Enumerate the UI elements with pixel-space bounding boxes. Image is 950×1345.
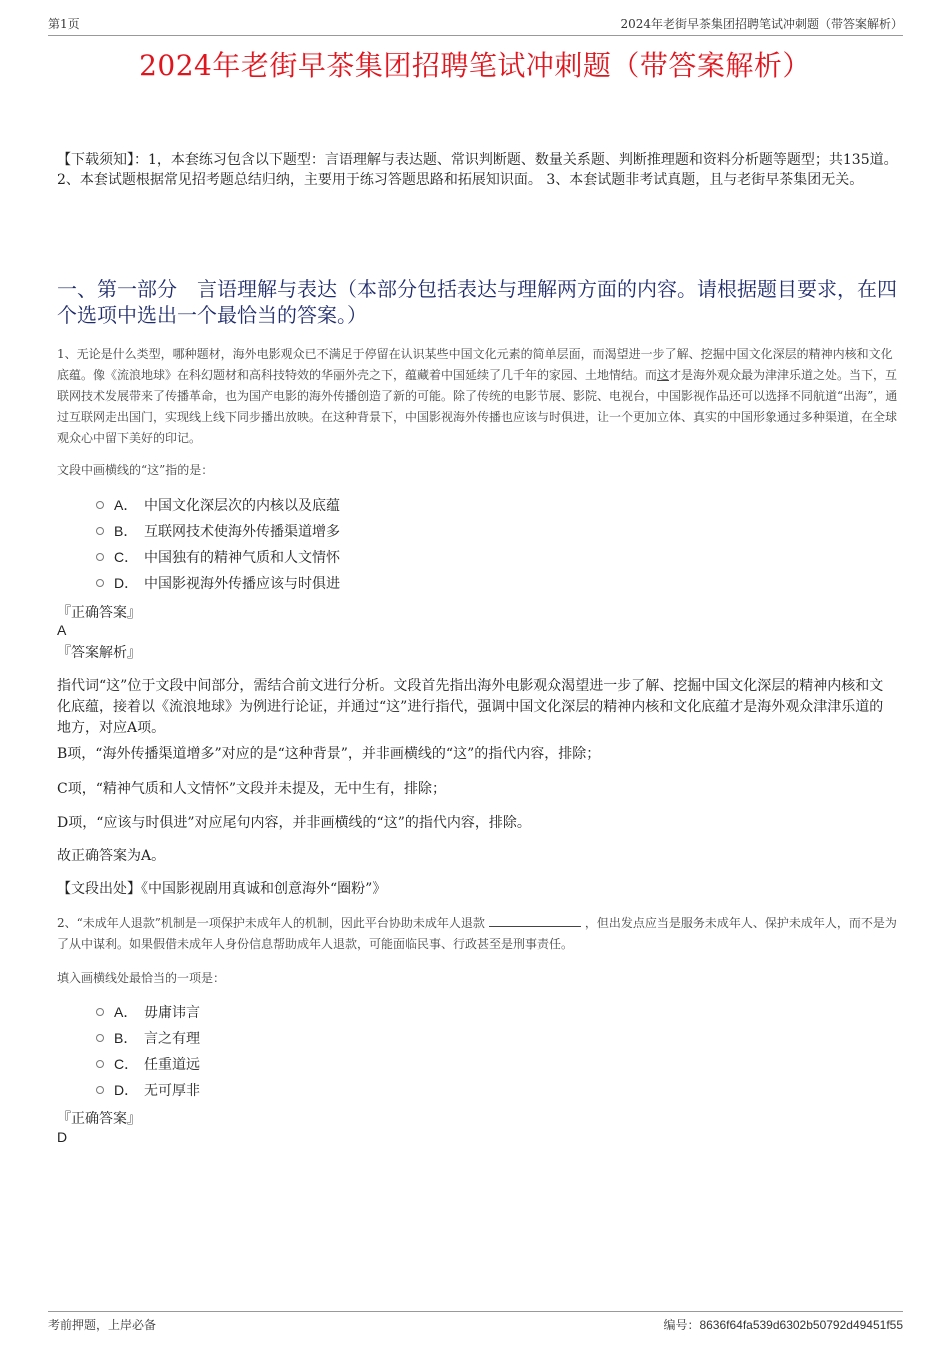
page-number: 第1页 — [48, 17, 80, 31]
explanation-paragraph: 故正确答案为A。 — [57, 848, 166, 864]
question-1-prompt: 文段中画横线的“这”指的是： — [57, 463, 214, 477]
option-key: A． — [114, 497, 138, 513]
question-1-text — [57, 344, 902, 449]
option-text: 任重道远 — [144, 1057, 200, 1073]
code-value: 8636f64fa539d6302b50792d49451f55 — [699, 1318, 903, 1332]
radio-icon[interactable] — [96, 1086, 104, 1094]
option-key: C． — [114, 1056, 139, 1072]
option-c[interactable] — [96, 544, 340, 570]
download-notice: 【下载须知】：1，本套练习包含以下题型：言语理解与表达题、常识判断题、数量关系题、判断推理题和资料分析题等题型；共135道。 2、本套试题根据常见招考题总结归纳，主要用于练习答题思路和拓展知识面。 3、本套试题非考试真题，且与老街早茶集团无关。 — [57, 152, 898, 188]
option-key: D． — [114, 575, 139, 591]
option-text: 互联网技术使海外传播渠道增多 — [144, 524, 340, 540]
radio-icon[interactable] — [96, 1008, 104, 1016]
option-key: A． — [114, 1004, 138, 1020]
option-key: D． — [114, 1082, 139, 1098]
q1-underlined-word: 这 — [657, 368, 670, 382]
option-d[interactable] — [96, 570, 340, 596]
option-text: 中国独有的精神气质和人文情怀 — [144, 550, 340, 566]
section-heading: 一、第一部分 言语理解与表达（本部分包括表达与理解两方面的内容。请根据题目要求，在四个选项中选出一个最恰当的答案。） — [57, 277, 897, 327]
radio-icon[interactable] — [96, 579, 104, 587]
option-d[interactable] — [96, 1077, 200, 1103]
document-title: 2024年老街早茶集团招聘笔试冲刺题（带答案解析） — [139, 49, 811, 82]
code-label: 编号： — [663, 1318, 700, 1332]
option-a[interactable] — [96, 492, 340, 518]
explanation-paragraph: C项，“精神气质和人文情怀”文段并未提及，无中生有，排除； — [57, 781, 447, 797]
q1-text-part-a: 1、无论是什么类型，哪种题材，海外电影观众已不满足于停留在认识某些中国文化元素的简单层面，而渴望进一步了解、挖掘中国文化深层的精神内核和文化底蕴。像《流浪地球》在科幻题材和高科技特效的华丽外壳之下，蕴藏着中国延续了几千年的家园、土地情结。而 — [57, 347, 893, 382]
radio-icon[interactable] — [96, 1060, 104, 1068]
option-key: C． — [114, 549, 139, 565]
q1-text-part-b: 才是海外观众最为津津乐道之处。当下，互联网技术发展带来了传播革命，也为国产电影的海外传播创造了新的可能。除了传统的电影节展、影院、电视台，中国影视作品还可以选择不同航道“出海”，通过互联网走出国门，实现线上线下同步播出放映。在这种背景下，中国影视海外传播也应该与时俱进，让一个更加立体、真实的中国形象通过多种渠道，在全球观众心中留下美好的印记。 — [57, 368, 898, 445]
analysis-label: 『答案解析』 — [57, 645, 141, 661]
radio-icon[interactable] — [96, 553, 104, 561]
page-header — [48, 13, 903, 36]
question-2-prompt: 填入画横线处最恰当的一项是： — [57, 971, 226, 985]
option-c[interactable] — [96, 1051, 200, 1077]
option-b[interactable] — [96, 1025, 200, 1051]
option-text: 中国文化深层次的内核以及底蕴 — [144, 498, 340, 514]
question-2-text — [57, 913, 902, 955]
page-footer — [48, 1311, 903, 1336]
source-citation: 【文段出处】《中国影视剧用真诚和创意海外“圈粉”》 — [57, 881, 387, 897]
radio-icon[interactable] — [96, 501, 104, 509]
option-key: B． — [114, 1030, 138, 1046]
option-b[interactable] — [96, 518, 340, 544]
option-text: 无可厚非 — [144, 1083, 200, 1099]
correct-answer-value: D — [57, 1129, 68, 1145]
option-text: 毋庸讳言 — [144, 1005, 200, 1021]
q2-text-part-b: ，但出发点应当是服务未成年人、保护未成年人，而不是为了从中谋利。如果假借未成年人身份信息帮助成年人退款，可能面临民事、行政甚至是刑事责任。 — [57, 916, 897, 951]
question-1-options — [96, 492, 340, 596]
header-doc-title: 2024年老街早茶集团招聘笔试冲刺题（带答案解析） — [620, 17, 903, 31]
option-key: B． — [114, 523, 138, 539]
explanation-paragraph: B项，“海外传播渠道增多”对应的是“这种背景”，并非画横线的“这”的指代内容，排除； — [57, 746, 601, 762]
correct-answer-value: A — [57, 622, 67, 638]
question-2-options — [96, 999, 200, 1103]
option-text: 中国影视海外传播应该与时俱进 — [144, 576, 340, 592]
option-text: 言之有理 — [144, 1031, 200, 1047]
correct-answer-label: 『正确答案』 — [57, 1111, 141, 1127]
option-a[interactable] — [96, 999, 200, 1025]
correct-answer-label: 『正确答案』 — [57, 605, 141, 621]
footer-slogan: 考前押题，上岸必备 — [48, 1318, 157, 1332]
document-code — [663, 1316, 903, 1333]
fill-blank — [489, 913, 581, 927]
q2-text-part-a: 2、“未成年人退款”机制是一项保护未成年人的机制，因此平台协助未成年人退款 — [57, 916, 485, 930]
explanation-paragraph: 指代词“这”位于文段中间部分，需结合前文进行分析。文段首先指出海外电影观众渴望进一步了解、挖掘中国文化深层的精神内核和文化底蕴，接着以《流浪地球》为例进行论证，并通过“这”进行指代，强调中国文化深层的精神内核和文化底蕴才是海外观众津津乐道的地方，对应A项。 — [57, 678, 884, 736]
radio-icon[interactable] — [96, 527, 104, 535]
explanation-paragraph: D项，“应该与时俱进”对应尾句内容，并非画横线的“这”的指代内容，排除。 — [57, 815, 531, 831]
radio-icon[interactable] — [96, 1034, 104, 1042]
